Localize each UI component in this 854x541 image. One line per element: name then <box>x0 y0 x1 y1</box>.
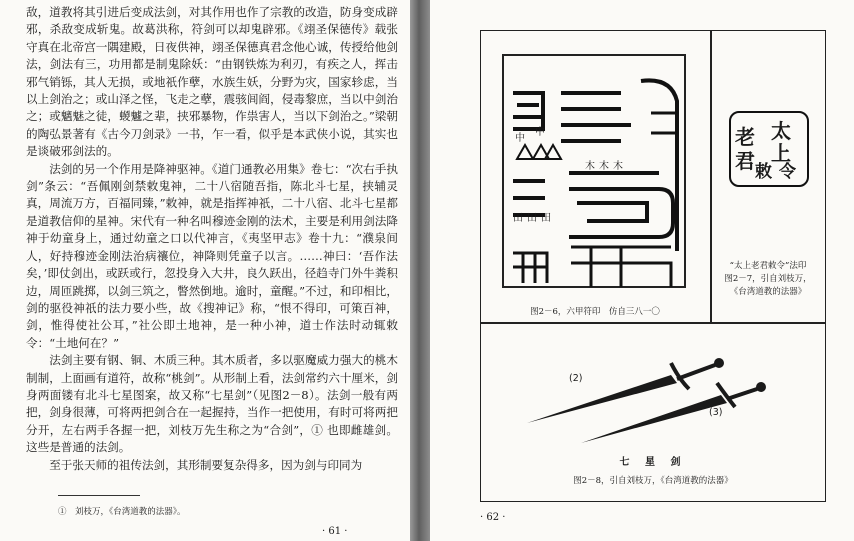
body-text <box>26 4 398 474</box>
caption-line: 图2－7，引自刘枝万， <box>724 274 812 284</box>
seal-char: 木 <box>585 161 595 172</box>
figure-2-7-caption <box>713 260 823 299</box>
seal-char: 田 <box>541 213 551 224</box>
seal-char: 田 <box>527 213 537 224</box>
book-gutter <box>410 0 430 541</box>
seal-char-lao: 老 <box>735 125 755 149</box>
left-page <box>0 0 410 541</box>
figure-seal-box <box>480 30 712 324</box>
figure-2-8-title: 七 星 剑 <box>619 457 687 468</box>
six-jia-seal-image <box>501 53 687 299</box>
right-page <box>430 0 854 541</box>
page-number: · 61 · <box>322 526 348 537</box>
seal-char-tai: 太 <box>771 119 791 143</box>
seal-char-jun: 君 <box>735 149 755 173</box>
seal-char: 田 <box>513 213 523 224</box>
sword-label-2: (2) <box>569 373 583 384</box>
paragraph-4: 至于张天师的祖传法剑，其形制要复杂得多，因为剑与印同为 <box>49 457 363 472</box>
figure-talisman-box <box>710 30 826 324</box>
seal-char-ling: 令 <box>779 162 796 182</box>
laojun-seal-stamp <box>729 111 809 187</box>
seal-char: 中 <box>535 127 545 138</box>
seal-char: 木 <box>613 161 623 172</box>
paragraph-3: 法剑主要有钢、铜、木质三种。其木质者，多以驱魔威力强大的桃木制制，上面画有道符，故称“桃剑”。从形制上看，法剑常约六十厘米，剑身两面镂有北斗七星图案，故又称“七星剑”（见图2－8）。法剑一般有两把，剑身很薄，可将两把剑合在一起握持，当作一把使用，有时可将两把分开，左右两手各握一把，刘枝万先生称之为“合剑”，① 也即雌雄剑。这些是普通的法剑。 <box>26 353 398 455</box>
seven-star-swords-image <box>521 339 771 449</box>
seal-char: 木 <box>599 161 609 172</box>
figure-2-6-caption: 图2－6，六甲符印 仿自三八一〇 <box>530 307 660 317</box>
caption-line: “太上老君敕令”法印 <box>729 261 807 271</box>
paragraph-1: 敌，道教将其引进后变成法剑，对其作用也作了宗教的改造，防身变成辟邪，杀敌变成斩鬼。故葛洪称，符剑可以却鬼辟邪。《翊圣保德传》载张守真在北帝宫一隅建殿，日夜供神，翊圣保德真君念他心诚，传授给他剑法，剑法有三，功用都是制鬼除妖：“由钢铁炼为利刃，有疾之人，挥击邪气销铄，其人无损，或地祇作孽，水族生妖，分野为灾，国家轸虑，当以上剑治之；或山泽之怪，飞走之孽，震骇闾阎，侵毒黎庶，当以中剑治之；或魑魅之徒，蝬魖之辈，挟邪暴物，作祟害人，当以下剑治之。”梁朝的陶弘景著有《古今刀剑录》一书，乍一看，似乎是本武侠小说，其实也是谈破邪剑法的。 <box>26 5 398 159</box>
footnote: ① 刘枝万，《台湾道教的法器》。 <box>58 507 186 517</box>
seal-char-chi: 敕 <box>755 162 772 182</box>
page-number: · 62 · <box>480 512 506 523</box>
caption-line: 《台湾道教的法器》 <box>729 287 807 297</box>
figure-sword-box <box>480 322 826 502</box>
sword-label-3: (3) <box>709 407 723 418</box>
seal-char: 中 <box>515 133 525 144</box>
seal-char-shang: 上 <box>771 141 791 165</box>
paragraph-2: 法剑的另一个作用是降神驱神。《道门通教必用集》卷七：“次右手执剑”条云：“吾佩刚剑禁敕鬼神，二十八宿随吾指，陈北斗七星，挟辅灵真，周流万方，百福同臻，”敕神，就是指挥神祇，二十八宿、北斗七星都是道教信仰的星神。宋代有一种名叫穆迹金刚的法术，主要是利用剑法降神于幼童身上，通过幼童之口以代神言，《夷坚甲志》卷十九：“濮泉间人，好持穆迹金刚法治病禳位，神降则凭童子以言。……神曰：‘吾作法矣，’即仗剑出，或跃或行，忽投身入大井，良久跃出，径趋寺门外牛粪积边，周匝跳掷，以剑三筑之，瞥然倒地。逾时，童醒。”不过，和印相比，剑的驱役神祇的法力要小些，故《搜神记》称，“恨不得印，可策百神，剑，惟得使社公耳，”社公即土地神，是一种小神，道士作法时动辄敕令：“土地何在？” <box>26 161 398 350</box>
figure-2-8-caption: 图2－8，引自刘枝万，《台湾道教的法器》 <box>573 476 733 486</box>
footnote-divider <box>58 495 140 496</box>
